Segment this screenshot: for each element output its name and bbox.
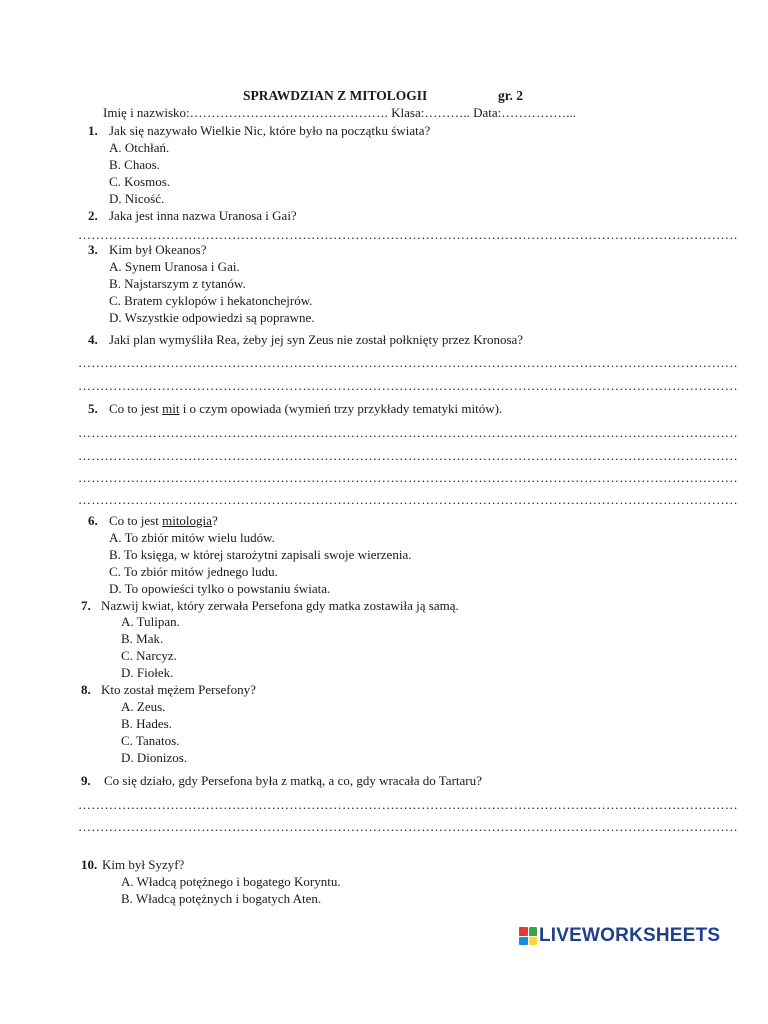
question-10-option-a[interactable]: A. Władcą potężnego i bogatego Koryntu.	[121, 874, 341, 889]
question-1-option-a[interactable]: A. Otchłań.	[109, 140, 170, 155]
question-10-number: 10.	[81, 857, 98, 872]
question-7-number: 7.	[81, 598, 91, 613]
liveworksheets-logo-text: LIVEWORKSHEETS	[539, 925, 721, 946]
question-7-option-d[interactable]: D. Fiołek.	[121, 665, 174, 680]
question-5-answer-line-3[interactable]: ……………………………………………………………………………………………………………………………………	[78, 470, 738, 485]
question-5-answer-line-4[interactable]: ……………………………………………………………………………………………………………………………………	[78, 492, 738, 507]
question-1-option-b[interactable]: B. Chaos.	[109, 157, 160, 172]
question-8-option-b[interactable]: B. Hades.	[121, 716, 172, 731]
question-8-option-d[interactable]: D. Dionizos.	[121, 750, 188, 765]
liveworksheets-logo-icon	[519, 927, 537, 945]
question-2-number: 2.	[88, 208, 98, 223]
question-5-number: 5.	[88, 401, 98, 416]
question-3-option-b[interactable]: B. Najstarszym z tytanów.	[109, 276, 246, 291]
question-9-answer-line-2[interactable]: ……………………………………………………………………………………………………………………………………	[78, 819, 738, 834]
question-4-text: Jaki plan wymyśliła Rea, żeby jej syn Zeus nie został połknięty przez Kronosa?	[109, 332, 524, 347]
test-title: SPRAWDZIAN Z MITOLOGII	[243, 88, 428, 103]
question-6-option-a[interactable]: A. To zbiór mitów wielu ludów.	[109, 530, 275, 545]
question-6-option-c[interactable]: C. To zbiór mitów jednego ludu.	[109, 564, 278, 579]
question-8-text: Kto został mężem Persefony?	[101, 682, 256, 697]
question-2-answer-line[interactable]: ……………………………………………………………………………………………………………………………………	[78, 227, 738, 242]
question-1-text: Jak się nazywało Wielkie Nic, które było na początku świata?	[109, 123, 431, 138]
question-4-answer-line-2[interactable]: ……………………………………………………………………………………………………………………………………	[78, 378, 738, 393]
question-8-option-c[interactable]: C. Tanatos.	[121, 733, 180, 748]
question-5-text: Co to jest mit i o czym opowiada (wymień trzy przykłady tematyki mitów).	[109, 401, 503, 416]
question-4-answer-line-1[interactable]: ……………………………………………………………………………………………………………………………………	[78, 355, 738, 370]
question-5-answer-line-2[interactable]: ……………………………………………………………………………………………………………………………………	[78, 448, 738, 463]
group-label: gr. 2	[498, 88, 524, 103]
underlined-term-mitologia: mitologia	[162, 513, 212, 528]
question-5-answer-line-1[interactable]: ……………………………………………………………………………………………………………………………………	[78, 425, 738, 440]
question-3-option-d[interactable]: D. Wszystkie odpowiedzi są poprawne.	[109, 310, 315, 325]
question-6-number: 6.	[88, 513, 98, 528]
question-6-option-b[interactable]: B. To księga, w której starożytni zapisali swoje wierzenia.	[109, 547, 412, 562]
question-3-text: Kim był Okeanos?	[109, 242, 207, 257]
question-7-option-c[interactable]: C. Narcyz.	[121, 648, 177, 663]
question-9-text: Co się działo, gdy Persefona była z matką, a co, gdy wracała do Tartaru?	[104, 773, 482, 788]
question-6-option-d[interactable]: D. To opowieści tylko o powstaniu świata.	[109, 581, 331, 596]
question-1-option-d[interactable]: D. Nicość.	[109, 191, 165, 206]
question-8-number: 8.	[81, 682, 91, 697]
underlined-term-mit: mit	[162, 401, 180, 416]
question-8-option-a[interactable]: A. Zeus.	[121, 699, 166, 714]
question-7-option-b[interactable]: B. Mak.	[121, 631, 164, 646]
question-1-option-c[interactable]: C. Kosmos.	[109, 174, 171, 189]
question-3-option-a[interactable]: A. Synem Uranosa i Gai.	[109, 259, 240, 274]
question-6-text: Co to jest mitologia?	[109, 513, 218, 528]
question-10-option-b[interactable]: B. Władcą potężnych i bogatych Aten.	[121, 891, 322, 906]
liveworksheets-logo	[519, 925, 720, 947]
question-1-number: 1.	[88, 123, 98, 138]
question-9-answer-line-1[interactable]: ……………………………………………………………………………………………………………………………………	[78, 797, 738, 812]
question-10-text: Kim był Syzyf?	[102, 857, 185, 872]
question-2-text: Jaka jest inna nazwa Uranosa i Gai?	[109, 208, 297, 223]
question-9-number: 9.	[81, 773, 91, 788]
name-class-date-field[interactable]: Imię i nazwisko:………………………………………. Klasa:……….. Data:……………...	[103, 105, 577, 120]
question-4-number: 4.	[88, 332, 98, 347]
question-7-option-a[interactable]: A. Tulipan.	[121, 614, 180, 629]
question-3-option-c[interactable]: C. Bratem cyklopów i hekatonchejrów.	[109, 293, 313, 308]
question-7-text: Nazwij kwiat, który zerwała Persefona gdy matka zostawiła ją samą.	[101, 598, 459, 613]
question-3-number: 3.	[88, 242, 98, 257]
